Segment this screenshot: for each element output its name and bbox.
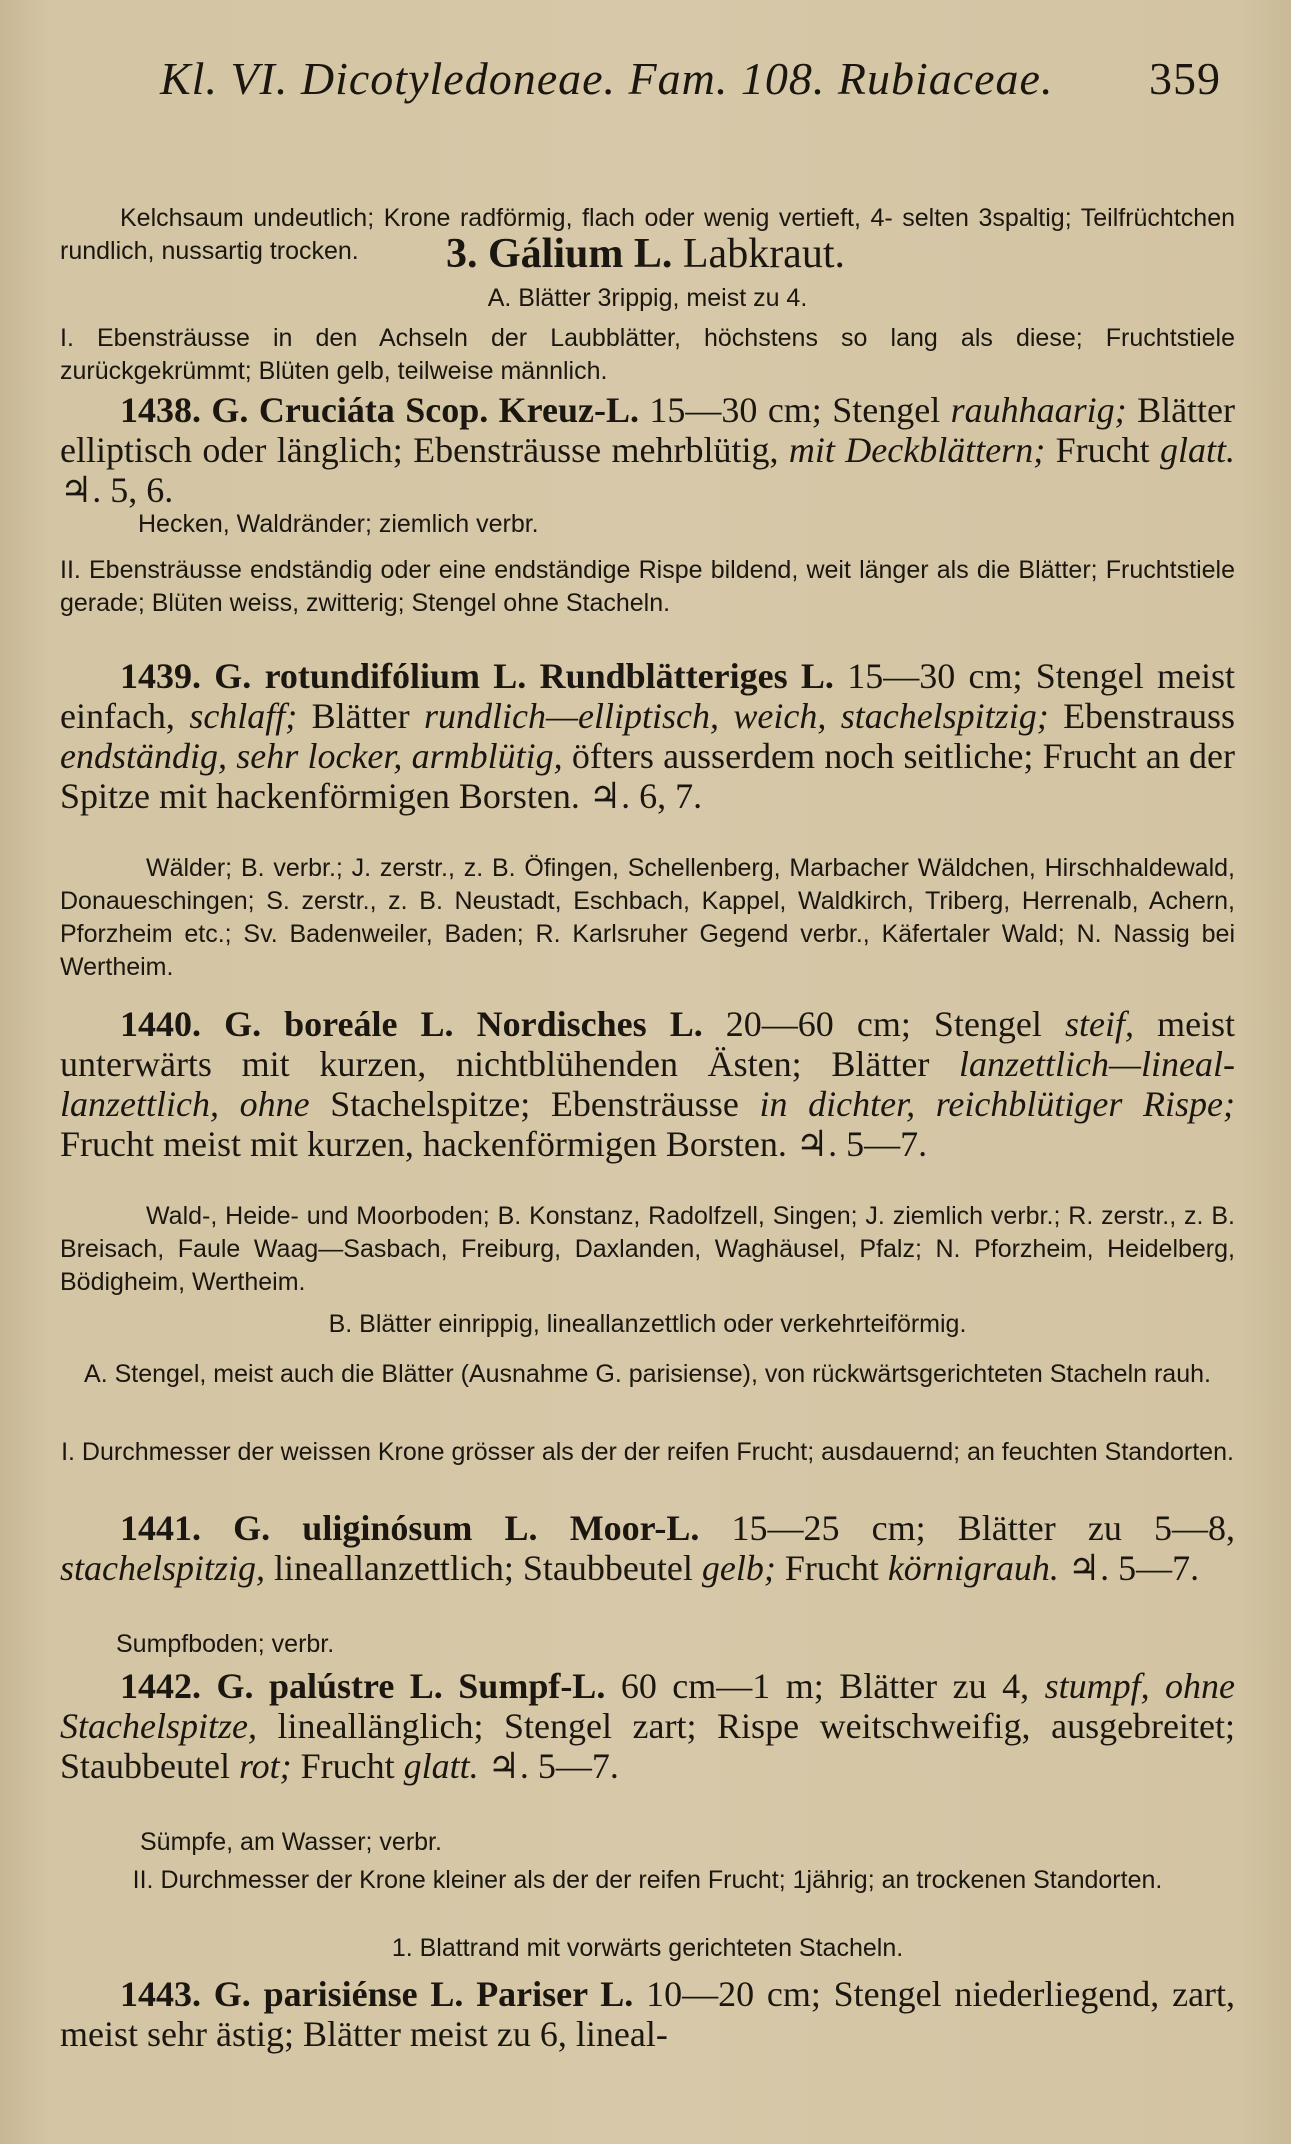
species-1441	[60, 1508, 1235, 1588]
species-text: 15—30 cm; Stengel meist einfach,	[60, 656, 1236, 736]
species-name: G. palústre L.	[216, 1666, 443, 1706]
species-text: Frucht	[1055, 430, 1150, 470]
species-1442-locations: Sümpfe, am Wasser; verbr.	[140, 1828, 442, 1856]
species-1443	[60, 1974, 1235, 2054]
species-1442	[60, 1666, 1235, 1786]
species-common-name: Kreuz-L.	[498, 390, 639, 430]
species-italic: endständig, sehr locker, armblütig,	[60, 736, 563, 776]
key-A-II: II. Ebensträusse endständig oder eine endständige Rispe bildend, weit länger als die Blätter; Fruchtstiele gerade; Blüten weiss, zwitterig; Stengel ohne Stacheln.	[60, 556, 1235, 617]
species-1438	[60, 390, 1235, 510]
species-text: Frucht	[300, 1746, 395, 1786]
key-B: B. Blätter einrippig, lineallanzettlich oder verkehrteiförmig.	[328, 1310, 967, 1338]
species-number: 1443.	[120, 1974, 201, 2014]
species-common-name: Nordisches L.	[476, 1004, 703, 1044]
genus-name: Gálium L.	[488, 231, 673, 277]
species-text: 60 cm—1 m; Blätter zu 4,	[620, 1666, 1030, 1706]
species-italic: körnigrauh.	[887, 1548, 1059, 1588]
species-text: 15—25 cm; Blätter zu 5—8,	[731, 1508, 1236, 1548]
species-name: G. rotundifólium L.	[214, 656, 527, 696]
key-B-A-I: I. Durchmesser der weissen Krone grösser als der der reifen Frucht; ausdauernd; an feuchten Standorten.	[61, 1438, 1234, 1466]
species-text: meist unterwärts mit kurzen, nichtblühenden Ästen; Blätter	[60, 1004, 1236, 1084]
species-italic: mit Deckblättern;	[788, 430, 1046, 470]
key-A-I: I. Ebensträusse in den Achseln der Laubblätter, höchstens so lang als diese; Fruchtstiele zurückgekrümmt; Blüten gelb, teilweise männlich.	[60, 324, 1235, 385]
species-italic: lanzettlich—lineal-lanzettlich, ohne	[60, 1044, 1236, 1124]
species-text: Frucht	[784, 1548, 879, 1588]
species-italic: rundlich—elliptisch, weich, stachelspitzig;	[424, 696, 1049, 736]
species-text: 20—60 cm; Stengel	[725, 1004, 1042, 1044]
species-number: 1439.	[120, 656, 201, 696]
species-text: Blätter	[311, 696, 410, 736]
key-B-A-II-1: 1. Blattrand mit vorwärts gerichteten Stacheln.	[391, 1934, 904, 1962]
species-text: 10—20 cm; Stengel niederliegend, zart, meist sehr ästig; Blätter meist zu 6, lineal-	[60, 1974, 1236, 2054]
species-text: öfters ausserdem noch seitliche; Frucht an der Spitze mit hackenförmigen Borsten. ♃. 6, 7.	[60, 736, 1236, 816]
species-italic: in dichter, reichblütiger Rispe;	[759, 1084, 1235, 1124]
genus-common-name: Labkraut.	[682, 231, 845, 277]
species-italic: glatt.	[403, 1746, 479, 1786]
species-1440	[60, 1004, 1235, 1164]
species-text: ♃. 5—7.	[1067, 1548, 1200, 1588]
species-text: Stachelspitze; Ebensträusse	[330, 1084, 739, 1124]
species-common-name: Pariser L.	[476, 1974, 634, 2014]
species-number: 1440.	[120, 1004, 201, 1044]
species-name: G. boreále L.	[224, 1004, 454, 1044]
species-text: ♃. 5, 6.	[60, 470, 174, 510]
species-number: 1438.	[120, 390, 201, 430]
species-common-name: Sumpf-L.	[458, 1666, 606, 1706]
species-1439-locations: Wälder; B. verbr.; J. zerstr., z. B. Öfingen, Schellenberg, Marbacher Wäldchen, Hirschhaldewald, Donaueschingen; S. zerstr., z. B. Neustadt, Eschbach, Kappel, Waldkirch, Triberg, Herrenalb, Achern, Pforzheim etc.; Sv. Badenweiler, Baden; R. Karlsruher Gegend verbr., Käfertaler Wald; N. Nassig bei Wertheim.	[60, 854, 1235, 981]
species-name: G. parisiénse L.	[213, 1974, 464, 2014]
species-name: G. Cruciáta Scop.	[211, 390, 489, 430]
species-name: G. uliginósum L.	[233, 1508, 538, 1548]
species-italic: schlaff;	[189, 696, 298, 736]
species-text: 15—30 cm; Stengel	[649, 390, 941, 430]
species-number: 1441.	[120, 1508, 201, 1548]
species-italic: rauhhaarig;	[950, 390, 1127, 430]
key-B-A-II: II. Durchmesser der Krone kleiner als der der reifen Frucht; 1jährig; an trockenen Standorten.	[132, 1866, 1163, 1894]
species-common-name: Moor-L.	[569, 1508, 700, 1548]
key-A: A. Blätter 3rippig, meist zu 4.	[487, 284, 808, 312]
species-italic: glatt.	[1160, 430, 1236, 470]
species-italic: stachelspitzig,	[60, 1548, 265, 1588]
page-number: 359	[1149, 53, 1221, 104]
species-text: lineallanzettlich; Staubbeutel	[274, 1548, 693, 1588]
species-1438-locations: Hecken, Waldränder; ziemlich verbr.	[138, 510, 539, 538]
species-italic: gelb;	[701, 1548, 776, 1588]
running-header	[60, 52, 1235, 116]
species-1439	[60, 656, 1235, 816]
species-text: lineallänglich; Stengel zart; Rispe weitschweifig, ausgebreitet; Staubbeutel	[60, 1706, 1236, 1786]
genus-number: 3.	[446, 231, 478, 277]
species-1440-locations: Wald-, Heide- und Moorboden; B. Konstanz, Radolfzell, Singen; J. ziemlich verbr.; R. zerstr., z. B. Breisach, Faule Waag—Sasbach, Freiburg, Daxlanden, Waghäusel, Pfalz; N. Pforzheim, Heidelberg, Bödigheim, Wertheim.	[60, 1202, 1235, 1296]
species-1441-locations: Sumpfboden; verbr.	[116, 1630, 335, 1658]
species-italic: stumpf, ohne Stachelspitze,	[60, 1666, 1236, 1746]
species-number: 1442.	[120, 1666, 201, 1706]
species-text: Blätter elliptisch oder länglich; Ebensträusse mehrblütig,	[60, 390, 1236, 470]
species-text: Ebenstrauss	[1063, 696, 1236, 736]
species-text: Frucht meist mit kurzen, hackenförmigen Borsten. ♃. 5—7.	[60, 1124, 928, 1164]
species-italic: steif,	[1064, 1004, 1134, 1044]
species-text: ♃. 5—7.	[487, 1746, 619, 1786]
species-common-name: Rundblätteriges L.	[539, 656, 834, 696]
key-B-A: A. Stengel, meist auch die Blätter (Ausnahme G. parisiense), von rückwärtsgerichteten Stacheln rauh.	[84, 1360, 1211, 1388]
header-text: Kl. VI. Dicotyledoneae. Fam. 108. Rubiaceae.	[160, 53, 1054, 104]
species-italic: rot;	[238, 1746, 292, 1786]
genus-description: Kelchsaum undeutlich; Krone radförmig, flach oder wenig vertieft, 4- selten 3spaltig; Teilfrüchtchen rundlich, nussartig trocken.	[60, 204, 1235, 265]
